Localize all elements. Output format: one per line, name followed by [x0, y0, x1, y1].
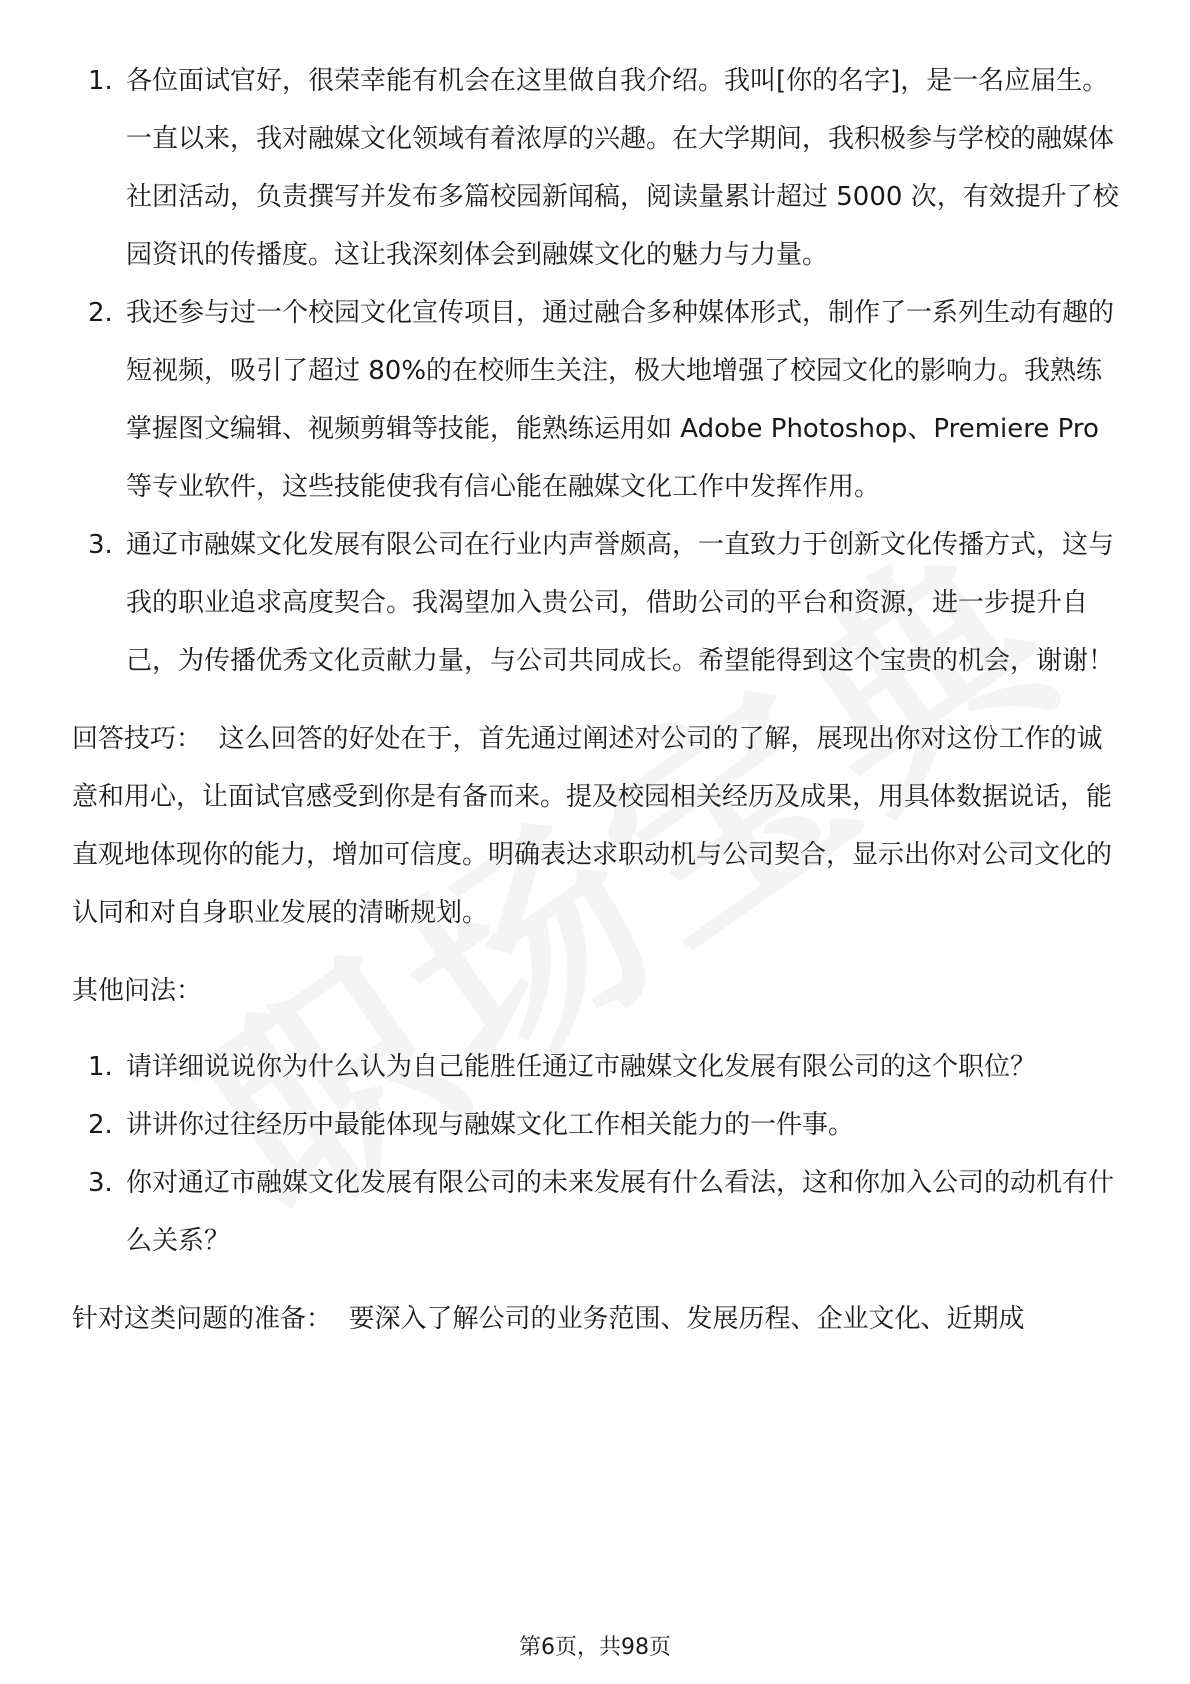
list-item	[72, 516, 1122, 690]
page-content	[72, 52, 1122, 1348]
page-footer: 第6页，共98页	[519, 1635, 671, 1660]
list-number: 1.	[88, 66, 113, 96]
list-number: 1.	[88, 1052, 113, 1082]
answer-tips-label: 回答技巧：	[72, 724, 203, 754]
other-questions-list	[72, 1038, 1122, 1270]
other-questions-label: 其他问法：	[72, 976, 203, 1006]
list-item	[72, 52, 1122, 284]
list-item	[72, 1154, 1122, 1270]
list-item-text: 讲讲你过往经历中最能体现与融媒文化工作相关能力的一件事。	[126, 1110, 855, 1140]
list-number: 3.	[88, 530, 113, 560]
list-item	[72, 1096, 1122, 1154]
list-number: 2.	[88, 1110, 113, 1140]
intro-answer-list	[72, 52, 1122, 690]
list-item	[72, 284, 1122, 516]
preparation-label: 针对这类问题的准备：	[72, 1304, 333, 1334]
list-number: 3.	[88, 1168, 113, 1198]
answer-tips-text: 这么回答的好处在于，首先通过阐述对公司的了解，展现出你对这份工作的诚意和用心，让面试官感受到你是有备而来。提及校园相关经历及成果，用具体数据说话，能直观地体现你的能力，增加可信度。明确表达求职动机与公司契合，显示出你对公司文化的认同和对自身职业发展的清晰规划。	[72, 724, 1113, 928]
list-item-text: 你对通辽市融媒文化发展有限公司的未来发展有什么看法，这和你加入公司的动机有什么关系？	[126, 1168, 1115, 1256]
list-item-text: 通辽市融媒文化发展有限公司在行业内声誉颇高，一直致力于创新文化传播方式，这与我的职业追求高度契合。我渴望加入贵公司，借助公司的平台和资源，进一步提升自己，为传播优秀文化贡献力量，与公司共同成长。希望能得到这个宝贵的机会，谢谢！	[126, 530, 1115, 676]
list-item-text: 我还参与过一个校园文化宣传项目，通过融合多种媒体形式，制作了一系列生动有趣的短视频，吸引了超过 80%的在校师生关注，极大地增强了校园文化的影响力。我熟练掌握图文编辑、视频剪辑等技能，能熟练运用如 Adobe Photoshop、Premiere Pro 等专业软件，这些技能使我有信心能在融媒文化工作中发挥作用。	[126, 298, 1115, 502]
preparation-paragraph	[72, 1290, 1122, 1348]
list-item-text: 各位面试官好，很荣幸能有机会在这里做自我介绍。我叫[你的名字]，是一名应届生。一直以来，我对融媒文化领域有着浓厚的兴趣。在大学期间，我积极参与学校的融媒体社团活动，负责撰写并发布多篇校园新闻稿，阅读量累计超过 5000 次，有效提升了校园资讯的传播度。这让我深刻体会到融媒文化的魅力与力量。	[126, 66, 1119, 270]
preparation-text: 要深入了解公司的业务范围、发展历程、企业文化、近期成	[348, 1304, 1025, 1334]
list-item-text: 请详细说说你为什么认为自己能胜任通辽市融媒文化发展有限公司的这个职位？	[126, 1052, 1037, 1082]
list-item	[72, 1038, 1122, 1096]
list-number: 2.	[88, 298, 113, 328]
answer-tips-paragraph	[72, 710, 1122, 942]
